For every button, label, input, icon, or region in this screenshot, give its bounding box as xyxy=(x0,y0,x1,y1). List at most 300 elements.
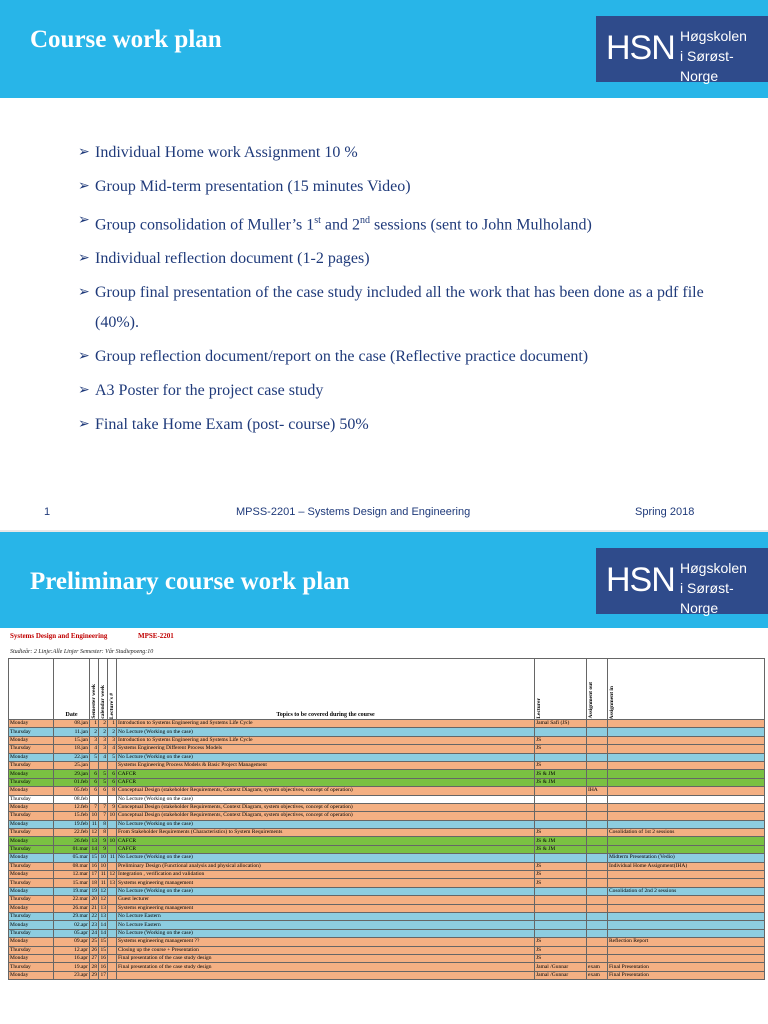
cell-date: 15.jan xyxy=(54,736,90,744)
cell-lecture-number xyxy=(108,938,117,946)
cell-semester-week: 13 xyxy=(91,837,97,844)
cell-lecture-number xyxy=(108,912,117,920)
cell-lecturer: Jamal /Gunnar xyxy=(535,963,587,971)
table-row xyxy=(9,896,765,904)
cell-calendar-week: 12 xyxy=(100,896,106,903)
header-semester-week: Semester week xyxy=(90,659,99,720)
cell-assignment-out xyxy=(587,795,608,803)
cell-lecture-number xyxy=(108,954,117,962)
cell-assignment-out xyxy=(587,912,608,920)
cell-lecture-number: 13 xyxy=(109,879,115,886)
table-row xyxy=(9,854,765,862)
table-row xyxy=(9,871,765,879)
cell-topic: Closing up the course + Presentation xyxy=(117,946,535,954)
bullet-item xyxy=(78,138,718,168)
cell-date: 18.jan xyxy=(54,745,90,753)
cell-assignment-in xyxy=(608,761,765,769)
cell-assignment-in: Cosolidation of 2nd 2 sessions xyxy=(608,887,765,895)
table-row xyxy=(9,761,765,769)
cell-lecturer xyxy=(535,887,587,895)
cell-calendar-week: 13 xyxy=(100,904,106,911)
cell-lecturer xyxy=(535,795,587,803)
cell-assignment-in xyxy=(608,896,765,904)
header-day xyxy=(9,659,54,720)
cell-assignment-in xyxy=(608,946,765,954)
cell-assignment-out xyxy=(587,728,608,736)
table-row xyxy=(9,829,765,837)
cell-date: 08.feb xyxy=(54,795,90,803)
cell-date: 23.apr xyxy=(54,971,90,979)
cell-assignment-in xyxy=(608,929,765,937)
cell-day: Thursday xyxy=(9,879,54,887)
cell-assignment-in xyxy=(608,820,765,828)
cell-assignment-in xyxy=(608,770,765,778)
cell-assignment-out xyxy=(587,778,608,786)
table-row xyxy=(9,921,765,929)
cell-topic: Guest lecturer xyxy=(117,896,535,904)
cell-assignment-in xyxy=(608,879,765,887)
cell-lecture-number: 6 xyxy=(108,778,117,786)
cell-topic: No Lecture (Working on the case) xyxy=(117,728,535,736)
cell-assignment-out xyxy=(587,745,608,753)
header-date: Date xyxy=(54,659,90,720)
cell-day: Thursday xyxy=(9,778,54,786)
cell-date: 19.feb xyxy=(54,820,90,828)
cell-date: 12.feb xyxy=(54,803,90,811)
cell-calendar-week xyxy=(99,795,108,803)
cell-topic: Conceptual Design (stakeholder Requirements, Context Diagram, system objectives, concept of operation) xyxy=(117,812,535,820)
cell-semester-week: 14 xyxy=(91,846,97,853)
table-row xyxy=(9,946,765,954)
cell-calendar-week: 3 xyxy=(99,736,108,744)
cell-lecture-number xyxy=(108,845,117,853)
cell-topic: Final presentation of the case study design xyxy=(117,954,535,962)
cell-lecturer xyxy=(535,820,587,828)
cell-assignment-out xyxy=(587,887,608,895)
header-calendar-week: calendar week xyxy=(99,659,108,720)
cell-assignment-out xyxy=(587,820,608,828)
bullet-item xyxy=(78,206,718,240)
hsn-logo-text xyxy=(680,558,768,618)
arrow-bullet-icon: ➢ xyxy=(78,349,90,365)
cell-date: 29.jan xyxy=(54,770,90,778)
cell-assignment-in: Final Presentation xyxy=(608,963,765,971)
cell-calendar-week: 2 xyxy=(99,720,108,728)
cell-calendar-week: 5 xyxy=(99,778,108,786)
cell-assignment-out xyxy=(587,803,608,811)
cell-date: 19.mar xyxy=(54,887,90,895)
cell-semester-week: 12 xyxy=(91,829,97,836)
cell-lecture-number: 12 xyxy=(109,871,115,878)
cell-assignment-out xyxy=(587,753,608,761)
cell-lecturer xyxy=(535,854,587,862)
cell-semester-week: 18 xyxy=(91,879,97,886)
cell-semester-week: 19 xyxy=(91,888,97,894)
cell-assignment-out xyxy=(587,871,608,879)
cell-day: Thursday xyxy=(9,728,54,736)
cell-day: Monday xyxy=(9,736,54,744)
cell-assignment-in: Reflection Report xyxy=(608,938,765,946)
cell-lecturer: JS xyxy=(535,946,587,954)
cell-topic: From Stakeholder Requirements (Characteristics) to System Requirements xyxy=(117,829,535,837)
cell-calendar-week: 7 xyxy=(99,803,108,811)
cell-topic: Conceptual Design (stakeholder Requirements, Context Diagram, system objectives, concept of operation) xyxy=(117,803,535,811)
cell-date: 26.feb xyxy=(54,837,90,845)
sheet-meta: Studieår: 2 Linje:Alle Linjer Semester: Vår Studiepoeng:10 xyxy=(10,649,154,655)
cell-day: Monday xyxy=(9,770,54,778)
cell-assignment-in xyxy=(608,904,765,912)
cell-date: 01.feb xyxy=(54,778,90,786)
table-row xyxy=(9,879,765,887)
cell-calendar-week: 4 xyxy=(99,753,108,761)
cell-assignment-in xyxy=(608,736,765,744)
cell-topic: Systems engineering management xyxy=(117,904,535,912)
table-row xyxy=(9,728,765,736)
cell-assignment-out: exam xyxy=(587,963,608,971)
cell-calendar-week: 9 xyxy=(99,837,108,845)
bullet-item xyxy=(78,342,718,372)
cell-day: Monday xyxy=(9,887,54,895)
cell-lecture-number: 4 xyxy=(108,745,117,753)
cell-calendar-week xyxy=(99,761,108,769)
cell-day: Thursday xyxy=(9,946,54,954)
cell-assignment-in xyxy=(608,720,765,728)
cell-assignment-in xyxy=(608,921,765,929)
superscript-nd: nd xyxy=(360,215,371,226)
cell-date: 05.mar xyxy=(54,854,90,862)
cell-date: 19.apr xyxy=(54,963,90,971)
cell-calendar-week: 14 xyxy=(100,921,106,928)
cell-assignment-out: exam xyxy=(587,971,608,979)
cell-lecturer: Jamal Safi (JS) xyxy=(535,720,587,728)
cell-semester-week: 28 xyxy=(91,963,97,970)
cell-date: 08.mar xyxy=(54,862,90,870)
bullet-item xyxy=(78,376,718,406)
table-row xyxy=(9,954,765,962)
cell-topic: No Lecture Eastern xyxy=(117,912,535,920)
cell-semester-week: 16 xyxy=(91,862,97,869)
cell-assignment-in xyxy=(608,871,765,879)
cell-calendar-week: 14 xyxy=(100,929,106,936)
cell-calendar-week: 10 xyxy=(100,854,106,861)
bullet-text: Group final presentation of the case study included all the work that has been done as a pdf file (40%). xyxy=(95,284,704,332)
table-row xyxy=(9,837,765,845)
header-assignment-out: Assignment out xyxy=(587,659,608,720)
cell-calendar-week: 7 xyxy=(99,812,108,820)
cell-lecture-number xyxy=(108,820,117,828)
cell-lecture-number xyxy=(108,929,117,937)
cell-assignment-in xyxy=(608,954,765,962)
table-header-row xyxy=(9,659,765,720)
cell-lecturer xyxy=(535,803,587,811)
bullet-item xyxy=(78,172,718,202)
cell-lecturer xyxy=(535,728,587,736)
cell-lecture-number xyxy=(108,904,117,912)
cell-assignment-out xyxy=(587,929,608,937)
cell-date: 12.mar xyxy=(54,871,90,879)
table-row xyxy=(9,904,765,912)
cell-day: Monday xyxy=(9,904,54,912)
cell-date: 05.feb xyxy=(54,787,90,795)
slide-title: Course work plan xyxy=(30,26,222,53)
cell-lecture-number xyxy=(108,946,117,954)
arrow-bullet-icon: ➢ xyxy=(78,251,90,267)
cell-lecturer: JS xyxy=(535,761,587,769)
cell-semester-week xyxy=(90,795,99,803)
table-row xyxy=(9,912,765,920)
cell-calendar-week: 10 xyxy=(100,862,106,869)
cell-topic: CAFCR xyxy=(117,845,535,853)
cell-calendar-week: 8 xyxy=(99,829,108,837)
cell-calendar-week: 11 xyxy=(99,879,108,887)
cell-topic: No Lecture Eastern xyxy=(117,921,535,929)
cell-semester-week: 6 xyxy=(90,778,99,786)
cell-assignment-out xyxy=(587,829,608,837)
cell-assignment-in: Cosolidation of 1st 2 sessions xyxy=(608,829,765,837)
table-row xyxy=(9,745,765,753)
cell-day: Monday xyxy=(9,938,54,946)
cell-assignment-out xyxy=(587,879,608,887)
cell-day: Thursday xyxy=(9,845,54,853)
cell-lecturer: JS xyxy=(535,938,587,946)
table-row xyxy=(9,862,765,870)
cell-day: Monday xyxy=(9,871,54,879)
cell-assignment-out xyxy=(587,938,608,946)
arrow-bullet-icon: ➢ xyxy=(78,383,90,399)
cell-lecture-number: 2 xyxy=(108,728,117,736)
cell-calendar-week: 16 xyxy=(100,955,106,962)
cell-day: Thursday xyxy=(9,862,54,870)
cell-day: Thursday xyxy=(9,812,54,820)
table-row xyxy=(9,929,765,937)
cell-date: 12.apr xyxy=(54,946,90,954)
cell-assignment-out xyxy=(587,946,608,954)
cell-date: 08.jan xyxy=(54,720,90,728)
cell-calendar-week: 16 xyxy=(100,963,106,970)
cell-calendar-week: 8 xyxy=(99,820,108,828)
cell-semester-week: 10 xyxy=(91,812,97,819)
cell-assignment-in xyxy=(608,753,765,761)
cell-semester-week: 29 xyxy=(91,971,97,978)
header-topics: Topics to be covered during the course xyxy=(117,659,535,720)
cell-semester-week: 25 xyxy=(91,938,97,945)
cell-day: Monday xyxy=(9,753,54,761)
cell-day: Thursday xyxy=(9,963,54,971)
arrow-bullet-icon: ➢ xyxy=(78,285,90,301)
cell-lecturer: JS & JM xyxy=(535,770,587,778)
table-row xyxy=(9,820,765,828)
cell-lecturer xyxy=(535,812,587,820)
arrow-bullet-icon: ➢ xyxy=(78,213,90,228)
cell-lecture-number xyxy=(108,971,117,979)
cell-semester-week: 7 xyxy=(90,803,99,811)
cell-assignment-out xyxy=(587,770,608,778)
cell-day: Monday xyxy=(9,820,54,828)
cell-assignment-out xyxy=(587,921,608,929)
cell-lecture-number xyxy=(108,896,117,904)
cell-topic xyxy=(117,971,535,979)
cell-semester-week: 4 xyxy=(90,745,99,753)
table-row xyxy=(9,812,765,820)
cell-topic: No Lecture (Working on the case) xyxy=(117,820,535,828)
cell-semester-week xyxy=(90,761,99,769)
cell-topic: Introduction to Systems Engineering and Systems Life Cycle xyxy=(117,736,535,744)
cell-semester-week: 23 xyxy=(91,921,97,928)
cell-calendar-week: 11 xyxy=(99,871,108,879)
superscript-st: st xyxy=(314,215,321,226)
logo-line-2: i Sørøst-Norge xyxy=(680,580,734,616)
cell-lecturer: Jamal /Gunnar xyxy=(535,971,587,979)
cell-lecturer: JS & JM xyxy=(535,845,587,853)
cell-day: Thursday xyxy=(9,829,54,837)
cell-topic: Conceptual Design (stakeholder Requirements, Context Diagram, system objectives, concept of operation) xyxy=(117,787,535,795)
cell-assignment-in: Midterm Presentation (Vedio) xyxy=(608,854,765,862)
cell-date: 05.apr xyxy=(54,929,90,937)
cell-assignment-in xyxy=(608,778,765,786)
cell-lecturer xyxy=(535,929,587,937)
cell-assignment-in xyxy=(608,912,765,920)
cell-semester-week: 24 xyxy=(91,929,97,936)
cell-assignment-out xyxy=(587,761,608,769)
footer-course-name: MPSS-2201 – Systems Design and Engineering xyxy=(236,506,471,518)
cell-topic: Systems engineering management xyxy=(117,879,535,887)
cell-topic: No Lecture (Working on the case) xyxy=(117,929,535,937)
cell-day: Monday xyxy=(9,803,54,811)
sheet-code: MPSE-2201 xyxy=(138,632,174,640)
cell-semester-week: 15 xyxy=(91,854,97,861)
logo-line-1: Høgskolen xyxy=(680,28,747,44)
slide-header-banner xyxy=(0,0,768,98)
table-row xyxy=(9,778,765,786)
cell-assignment-out xyxy=(587,845,608,853)
cell-day: Thursday xyxy=(9,912,54,920)
cell-semester-week: 1 xyxy=(90,720,99,728)
table-row xyxy=(9,971,765,979)
cell-assignment-out xyxy=(587,896,608,904)
cell-semester-week: 27 xyxy=(91,955,97,962)
hsn-logo xyxy=(596,16,768,82)
cell-calendar-week: 17 xyxy=(100,971,106,978)
cell-assignment-out xyxy=(587,854,608,862)
cell-lecture-number xyxy=(108,761,117,769)
cell-lecture-number: 1 xyxy=(108,720,117,728)
cell-day: Thursday xyxy=(9,929,54,937)
table-row xyxy=(9,887,765,895)
cell-calendar-week: 2 xyxy=(99,728,108,736)
cell-calendar-week: 15 xyxy=(100,938,106,945)
cell-assignment-in: Individual Home Assignment(IHA) xyxy=(608,862,765,870)
cell-topic: No Lecture (Working on the case) xyxy=(117,795,535,803)
cell-lecturer: JS xyxy=(535,829,587,837)
cell-lecture-number xyxy=(108,829,117,837)
cell-topic: Preliminary Design (Functional analysis and physical allocation) xyxy=(117,862,535,870)
cell-lecturer: JS xyxy=(535,745,587,753)
cell-topic: Systems engineering management ?? xyxy=(117,938,535,946)
table-row xyxy=(9,963,765,971)
header-lecturer: Lecturer xyxy=(535,659,587,720)
cell-date: 15.feb xyxy=(54,812,90,820)
bullet-text: Individual reflection document (1-2 pages) xyxy=(95,250,370,268)
cell-date: 29.mar xyxy=(54,912,90,920)
bullet-item xyxy=(78,278,718,338)
cell-assignment-in xyxy=(608,803,765,811)
bullet-text: Group consolidation of Muller’s 1 xyxy=(95,216,315,234)
arrow-bullet-icon: ➢ xyxy=(78,417,90,433)
table-row xyxy=(9,736,765,744)
table-row xyxy=(9,795,765,803)
cell-day: Thursday xyxy=(9,761,54,769)
table-body xyxy=(9,720,765,980)
cell-assignment-in xyxy=(608,745,765,753)
cell-assignment-out xyxy=(587,720,608,728)
logo-line-2: i Sørøst-Norge xyxy=(680,48,734,84)
cell-assignment-in xyxy=(608,795,765,803)
cell-date: 22.feb xyxy=(54,829,90,837)
cell-calendar-week: 5 xyxy=(99,770,108,778)
cell-lecture-number xyxy=(108,921,117,929)
table-row xyxy=(9,787,765,795)
table-row xyxy=(9,938,765,946)
work-plan-bullet-list xyxy=(78,138,718,444)
cell-day: Thursday xyxy=(9,896,54,904)
cell-date: 11.jan xyxy=(54,728,90,736)
cell-topic: No Lecture (Working on the case) xyxy=(117,887,535,895)
cell-topic: Final presentation of the case study design xyxy=(117,963,535,971)
cell-lecturer xyxy=(535,787,587,795)
slide-header-banner xyxy=(0,532,768,628)
cell-day: Monday xyxy=(9,921,54,929)
hsn-logo xyxy=(596,548,768,614)
cell-calendar-week: 9 xyxy=(99,845,108,853)
cell-date: 09.apr xyxy=(54,938,90,946)
cell-lecture-number: 10 xyxy=(109,812,115,819)
bullet-text: Group reflection document/report on the case (Reflective practice document) xyxy=(95,348,589,366)
cell-semester-week: 6 xyxy=(90,770,99,778)
cell-lecture-number: 3 xyxy=(108,736,117,744)
table-row xyxy=(9,803,765,811)
table-row xyxy=(9,770,765,778)
cell-lecturer: JS xyxy=(535,954,587,962)
cell-semester-week: 17 xyxy=(91,871,97,878)
footer-term: Spring 2018 xyxy=(635,506,695,518)
cell-lecture-number: 10 xyxy=(109,837,115,844)
cell-topic: Systems Engineering Different Process Models xyxy=(117,745,535,753)
cell-semester-week: 21 xyxy=(91,904,97,911)
hsn-logo-text xyxy=(680,26,768,86)
cell-assignment-out: IHA xyxy=(587,787,608,795)
cell-lecture-number: 8 xyxy=(108,787,117,795)
cell-semester-week: 6 xyxy=(90,787,99,795)
hsn-logo-mark: HSN xyxy=(606,29,675,67)
cell-calendar-week: 12 xyxy=(100,888,106,894)
cell-lecturer: JS & JM xyxy=(535,778,587,786)
cell-topic: Systems Engineering Process Models & Basic Project Management xyxy=(117,761,535,769)
cell-assignment-out xyxy=(587,904,608,912)
cell-lecture-number xyxy=(108,887,117,895)
cell-assignment-out xyxy=(587,837,608,845)
cell-lecturer: JS & JM xyxy=(535,837,587,845)
cell-lecturer xyxy=(535,912,587,920)
cell-lecture-number: 9 xyxy=(108,803,117,811)
bullet-text: A3 Poster for the project case study xyxy=(95,382,324,400)
cell-date: 22.mar xyxy=(54,896,90,904)
cell-lecturer: JS xyxy=(535,871,587,879)
logo-line-1: Høgskolen xyxy=(680,560,747,576)
cell-lecturer: JS xyxy=(535,736,587,744)
cell-assignment-in xyxy=(608,812,765,820)
footer-page-number: 1 xyxy=(44,506,51,518)
arrow-bullet-icon: ➢ xyxy=(78,179,90,194)
